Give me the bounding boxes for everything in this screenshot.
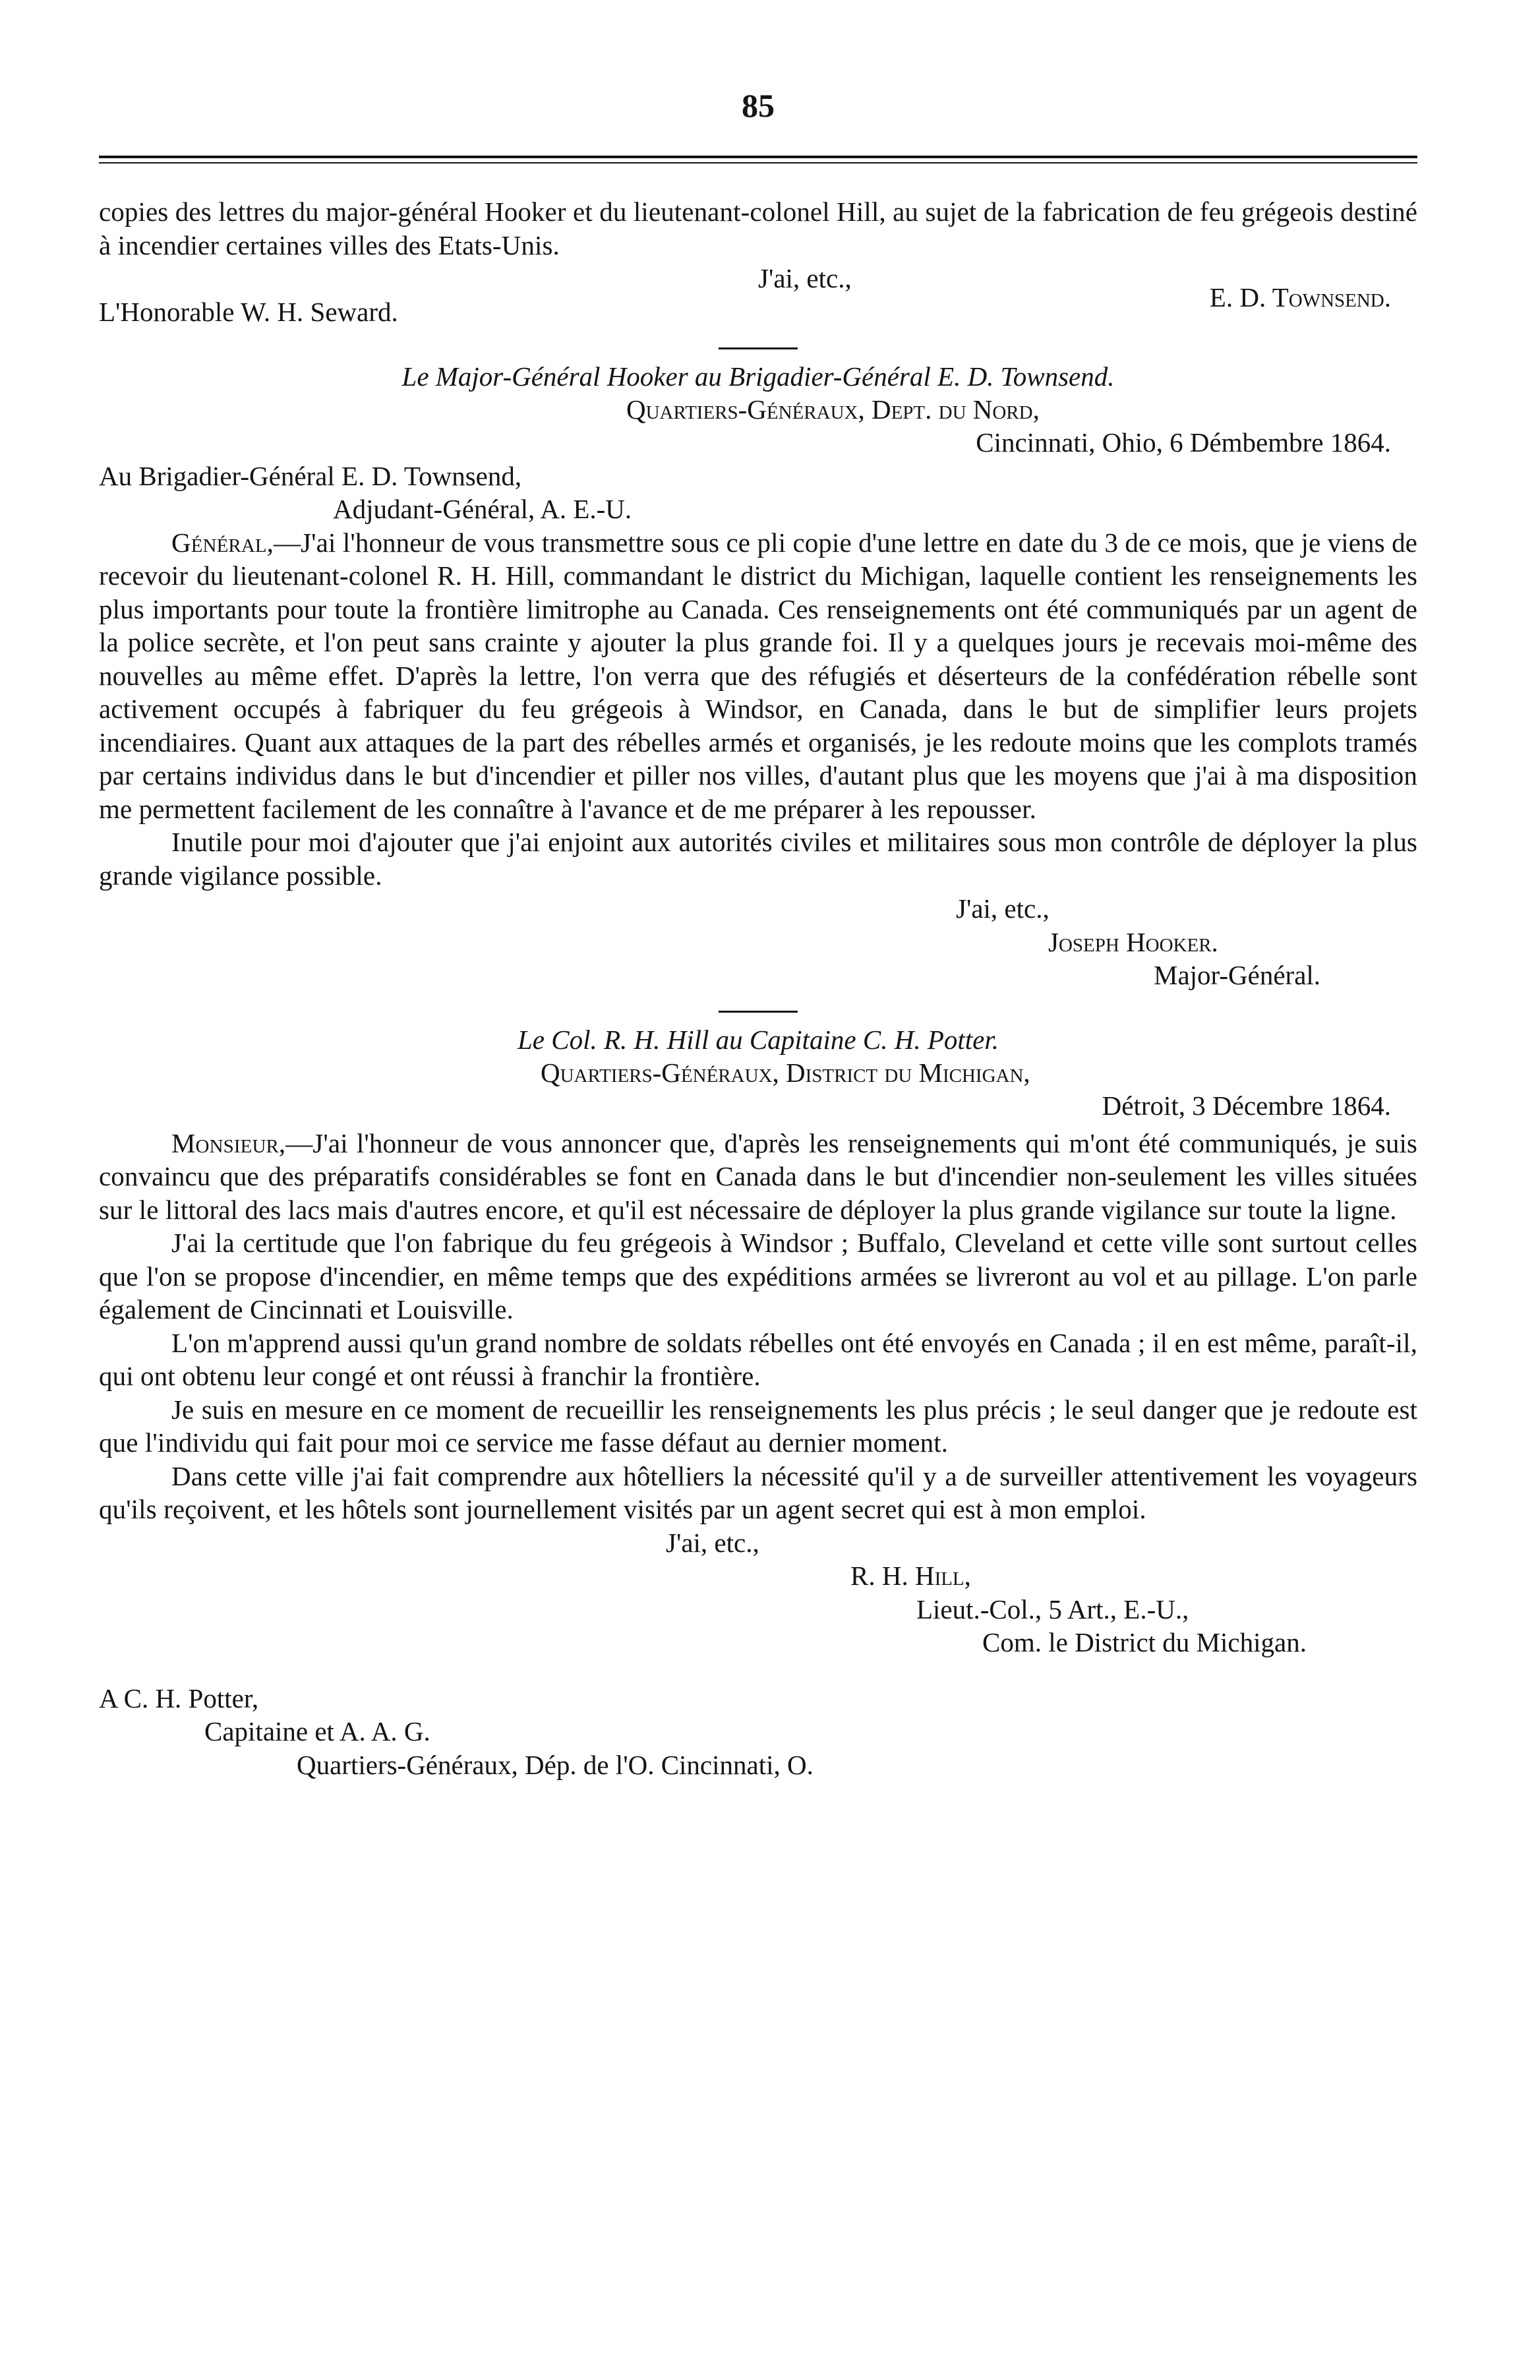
letter1-closing: J'ai, etc., (758, 263, 852, 293)
letter3-signature-line-2: Lieut.-Col., 5 Art., E.-U., (916, 1593, 1189, 1624)
letter3-addressee-2: Capitaine et A. A. G. (204, 1716, 430, 1746)
page-number: 85 (742, 87, 775, 124)
letter1-body: copies des lettres du major-général Hooker et du lieutenant-colonel Hill, au sujet de la fabrication de feu grégeois destiné à incendier certaines villes des Etats-Unis. (99, 196, 1417, 260)
letter1-signature: E. D. Townsend. (1209, 282, 1391, 312)
letter3-paragraph-1 (99, 1127, 1417, 1227)
letter2-paragraph-1 (99, 526, 1417, 826)
header-rule (99, 156, 1417, 164)
letter3-addressee-3: Quartiers-Généraux, Dép. de l'O. Cincinnati, O. (297, 1749, 814, 1780)
letter3-header-place: Quartiers-Généraux, District du Michigan, (541, 1057, 1030, 1088)
letter3-signature-line-3: Com. le District du Michigan. (982, 1627, 1307, 1657)
section-divider-2 (719, 1011, 798, 1013)
letter2-salutation: Général, (171, 527, 274, 558)
letter3-closing: J'ai, etc., (666, 1527, 759, 1558)
letter3-paragraph-5: Dans cette ville j'ai fait comprendre aux hôtelliers la nécessité qu'il y a de surveiller attentivement les voyageurs qu'ils reçoivent, et les hôtels sont journellement visités par un agent secret qui est à mon emploi. (99, 1460, 1417, 1524)
letter3-signature: R. H. Hill, (850, 1561, 971, 1591)
letter2-heading: Le Major-Général Hooker au Brigadier-Général E. D. Townsend. (401, 361, 1115, 392)
letter2-rank: Major-Général. (1154, 960, 1321, 990)
letter3-header-date: Détroit, 3 Décembre 1864. (1102, 1090, 1391, 1121)
letter2-closing: J'ai, etc., (956, 893, 1050, 924)
letter3-heading: Le Col. R. H. Hill au Capitaine C. H. Potter. (517, 1024, 999, 1055)
letter2-addressee-2: Adjudant-Général, A. E.-U. (333, 494, 632, 524)
section-divider-1 (719, 347, 798, 349)
letter2-paragraph-2: Inutile pour moi d'ajouter que j'ai enjoint aux autorités civiles et militaires sous mon contrôle de déployer la plus grande vigilance possible. (99, 827, 1417, 891)
letter1-addressee: L'Honorable W. H. Seward. (99, 297, 398, 327)
document-page (99, 86, 1417, 1781)
letter3-para1-text: —J'ai l'honneur de vous annoncer que, d'après les renseignements qui m'ont été communiqués, je suis convaincu que des préparatifs considérables se font en Canada dans le but d'incendier non-seulement les villes situées sur le littoral des lacs mais d'autres encore, et qu'il est nécessaire de déployer la plus grande vigilance sur toute la ligne. (99, 1127, 1417, 1225)
letter2-signature: Joseph Hooker. (1048, 926, 1218, 957)
letter2-header-date: Cincinnati, Ohio, 6 Démbembre 1864. (976, 427, 1391, 458)
letter3-addressee-1: A C. H. Potter, (99, 1682, 259, 1713)
letter2-addressee-1: Au Brigadier-Général E. D. Townsend, (99, 460, 522, 491)
letter3-paragraph-3: L'on m'apprend aussi qu'un grand nombre de soldats rébelles ont été envoyés en Canada ; il en est même, paraît-il, qui ont obtenu leur congé et ont réussi à franchir la frontière. (99, 1327, 1417, 1391)
letter2-para1-text: —J'ai l'honneur de vous transmettre sous ce pli copie d'une lettre en date du 3 de ce mois, que je viens de recevoir du lieutenant-colonel R. H. Hill, commandant le district du Michigan, laquelle contient les renseignements les plus importants pour toute la frontière limitrophe au Canada. Ces renseignements ont été communiqués par un agent de la police secrète, et l'on peut sans crainte y ajouter la plus grande foi. Il y a quelques jours je recevais moi-même des nouvelles au même effet. D'après la lettre, l'on verra que des réfugiés et déserteurs de la confédération rébelle sont activement occupés à fabriquer du feu grégeois à Windsor, en Canada, dans le but de simplifier leurs projets incendiaires. Quant aux attaques de la part des rébelles armés et organisés, je les redoute moins que les complots tramés par certains individus dans le but d'incendier et piller nos villes, d'autant plus que les moyens que j'ai à ma disposition me permettent facilement de les connaître à l'avance et de me préparer à les repousser. (99, 527, 1417, 824)
letter3-paragraph-4: Je suis en mesure en ce moment de recueillir les renseignements les plus précis ; le seul danger que je redoute est que l'individu qui fait pour moi ce service me fasse défaut au dernier moment. (99, 1394, 1417, 1458)
letter3-paragraph-2: J'ai la certitude que l'on fabrique du feu grégeois à Windsor ; Buffalo, Cleveland et cette ville sont surtout celles que l'on se propose d'incendier, en même temps que des expéditions armées se livreront au vol et au pillage. L'on parle également de Cincinnati et Louisville. (99, 1228, 1417, 1324)
letter2-header-place: Quartiers-Généraux, Dept. du Nord, (626, 394, 1040, 425)
letter3-salutation: Monsieur, (171, 1127, 286, 1158)
